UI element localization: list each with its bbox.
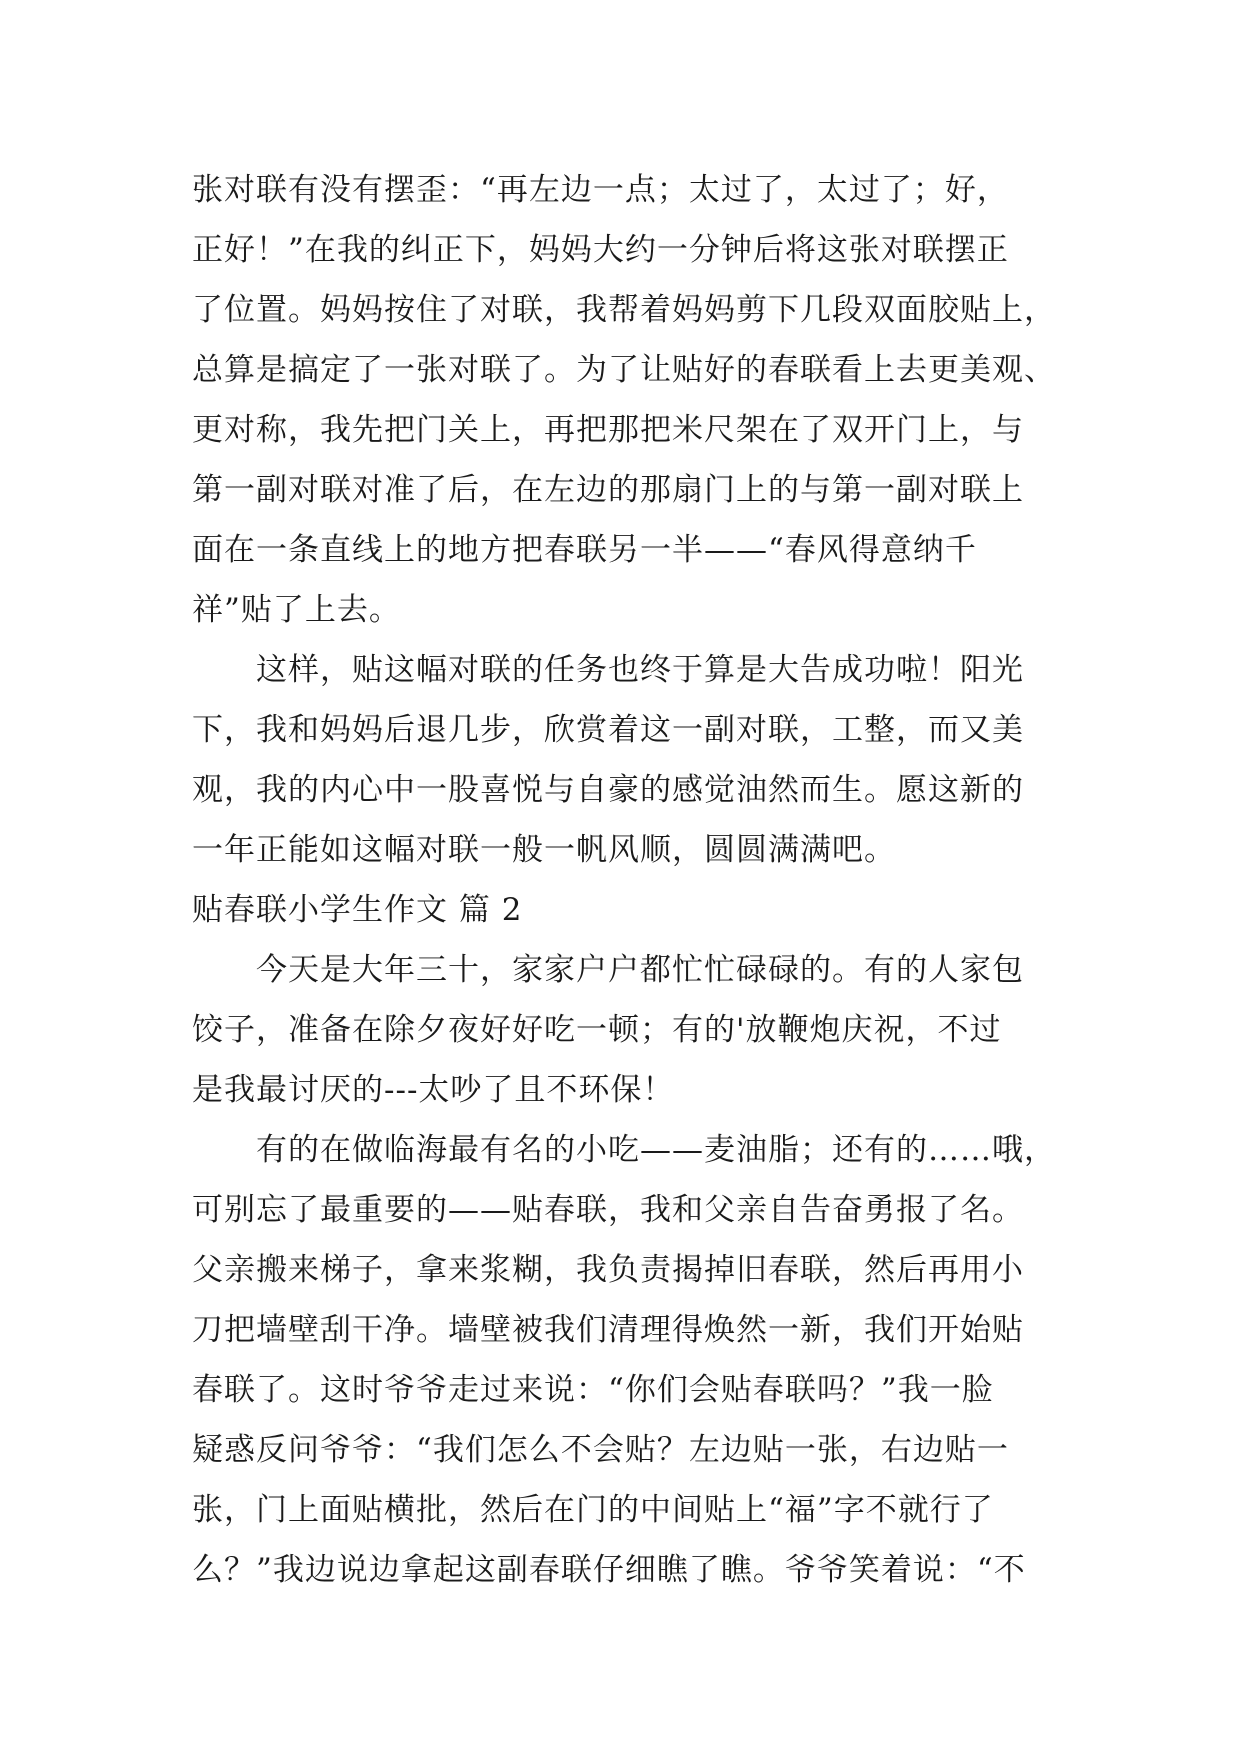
text-line: 疑惑反问爷爷：“我们怎么不会贴？左边贴一张，右边贴一 — [192, 1432, 1009, 1468]
text-line: 张对联有没有摆歪：“再左边一点；太过了，太过了；好， — [192, 172, 1009, 208]
section-heading: 贴春联小学生作文 篇 2 — [192, 892, 523, 928]
text-line: 总算是搞定了一张对联了。为了让贴好的春联看上去更美观、 — [192, 352, 1056, 388]
text-line: 刀把墙壁刮干净。墙壁被我们清理得焕然一新，我们开始贴 — [192, 1312, 1024, 1348]
text-line: 春联了。这时爷爷走过来说：“你们会贴春联吗？”我一脸 — [192, 1372, 994, 1408]
text-line: 今天是大年三十，家家户户都忙忙碌碌的。有的人家包 — [192, 952, 1024, 988]
text-line: 观，我的内心中一股喜悦与自豪的感觉油然而生。愿这新的 — [192, 772, 1024, 808]
text-line: 饺子，准备在除夕夜好好吃一顿；有的'放鞭炮庆祝，不过 — [192, 1012, 1002, 1048]
text-line: 正好！”在我的纠正下，妈妈大约一分钟后将这张对联摆正 — [192, 232, 1009, 268]
text-line: 张，门上面贴横批，然后在门的中间贴上“福”字不就行了 — [192, 1492, 994, 1528]
text-line: 更对称，我先把门关上，再把那把米尺架在了双开门上，与 — [192, 412, 1024, 448]
text-line: 父亲搬来梯子，拿来浆糊，我负责揭掉旧春联，然后再用小 — [192, 1252, 1024, 1288]
text-line: 了位置。妈妈按住了对联，我帮着妈妈剪下几段双面胶贴上， — [192, 292, 1056, 328]
text-line: 祥”贴了上去。 — [192, 592, 401, 628]
text-line: 一年正能如这幅对联一般一帆风顺，圆圆满满吧。 — [192, 832, 896, 868]
text-line: 下，我和妈妈后退几步，欣赏着这一副对联，工整，而又美 — [192, 712, 1024, 748]
text-line: 可别忘了最重要的——贴春联，我和父亲自告奋勇报了名。 — [192, 1192, 1024, 1228]
text-line: 这样，贴这幅对联的任务也终于算是大告成功啦！阳光 — [192, 652, 1024, 688]
text-line: 有的在做临海最有名的小吃——麦油脂；还有的……哦， — [192, 1132, 1056, 1168]
text-line: 是我最讨厌的---太吵了且不环保！ — [192, 1072, 675, 1108]
text-line: 第一副对联对准了后，在左边的那扇门上的与第一副对联上 — [192, 472, 1024, 508]
document-body — [192, 160, 1062, 1600]
text-line: 面在一条直线上的地方把春联另一半——“春风得意纳千 — [192, 532, 977, 568]
text-line: 么？”我边说边拿起这副春联仔细瞧了瞧。爷爷笑着说：“不 — [192, 1552, 1026, 1588]
